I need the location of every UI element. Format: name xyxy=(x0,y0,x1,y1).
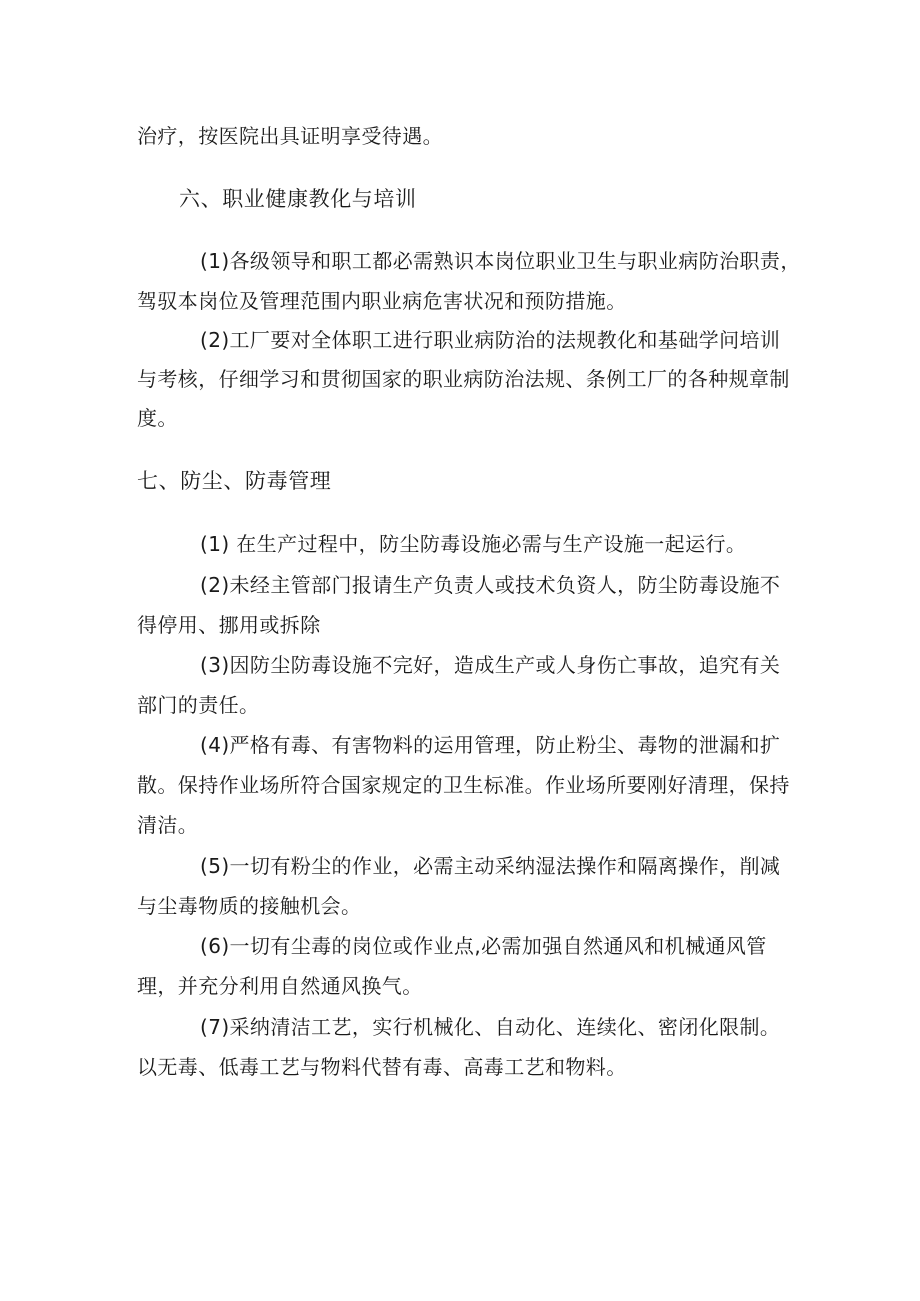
section-6-item-1-line-2: 驾驭本岗位及管理范围内职业病危害状况和预防措施。 xyxy=(137,289,627,313)
section-7-item-4-line-2: 散。保持作业场所符合国家规定的卫生标准。作业场所要刚好清理，保持 xyxy=(137,773,790,797)
section-7-item-5-line-2: 与尘毒物质的接触机会。 xyxy=(137,894,362,918)
section-6-item-2-line-1: (2)工厂要对全体职工进行职业病防治的法规教化和基础学问培训 xyxy=(200,328,781,352)
section-6-item-1-line-1: (1)各级领导和职工都必需熟识本岗位职业卫生与职业病防治职责， xyxy=(200,249,801,273)
section-7-heading: 七、防尘、防毒管理 xyxy=(137,469,332,493)
section-6-item-2-line-3: 度。 xyxy=(137,406,178,430)
section-7-item-6-line-1: (6)一切有尘毒的岗位或作业点,必需加强自然通风和机械通风管 xyxy=(200,934,767,958)
section-7-item-7-line-1: (7)采纳清洁工艺，实行机械化、自动化、连续化、密闭化限制。 xyxy=(200,1015,781,1039)
section-7-item-1-line-1: (1) 在生产过程中，防尘防毒设施必需与生产设施一起运行。 xyxy=(200,532,747,556)
section-7-item-2-line-1: (2)未经主管部门报请生产负责人或技术负资人，防尘防毒设施不 xyxy=(200,573,781,597)
section-7-item-7-line-2: 以无毒、低毒工艺与物料代替有毒、高毒工艺和物料。 xyxy=(137,1055,627,1079)
section-7-item-3-line-1: (3)因防尘防毒设施不完好，造成生产或人身伤亡事故，追究有关 xyxy=(200,653,781,677)
section-7-item-4-line-1: (4)严格有毒、有害物料的运用管理，防止粉尘、毒物的泄漏和扩 xyxy=(200,733,781,757)
section-7-item-5-line-1: (5)一切有粉尘的作业，必需主动采纳湿法操作和隔离操作，削减 xyxy=(200,854,781,878)
section-7-item-6-line-2: 理，并充分利用自然通风换气。 xyxy=(137,974,423,998)
section-6-item-2-line-2: 与考核，仔细学习和贯彻国家的职业病防治法规、条例工厂的各种规章制 xyxy=(137,367,790,391)
section-7-item-4-line-3: 清洁。 xyxy=(137,813,199,837)
section-6-heading: 六、职业健康教化与培训 xyxy=(179,187,417,211)
intro-line: 治疗，按医院出具证明享受待遇。 xyxy=(137,124,443,148)
section-7-item-2-line-2: 得停用、挪用或拆除 xyxy=(137,613,321,637)
section-7-item-3-line-2: 部门的责任。 xyxy=(137,693,260,717)
